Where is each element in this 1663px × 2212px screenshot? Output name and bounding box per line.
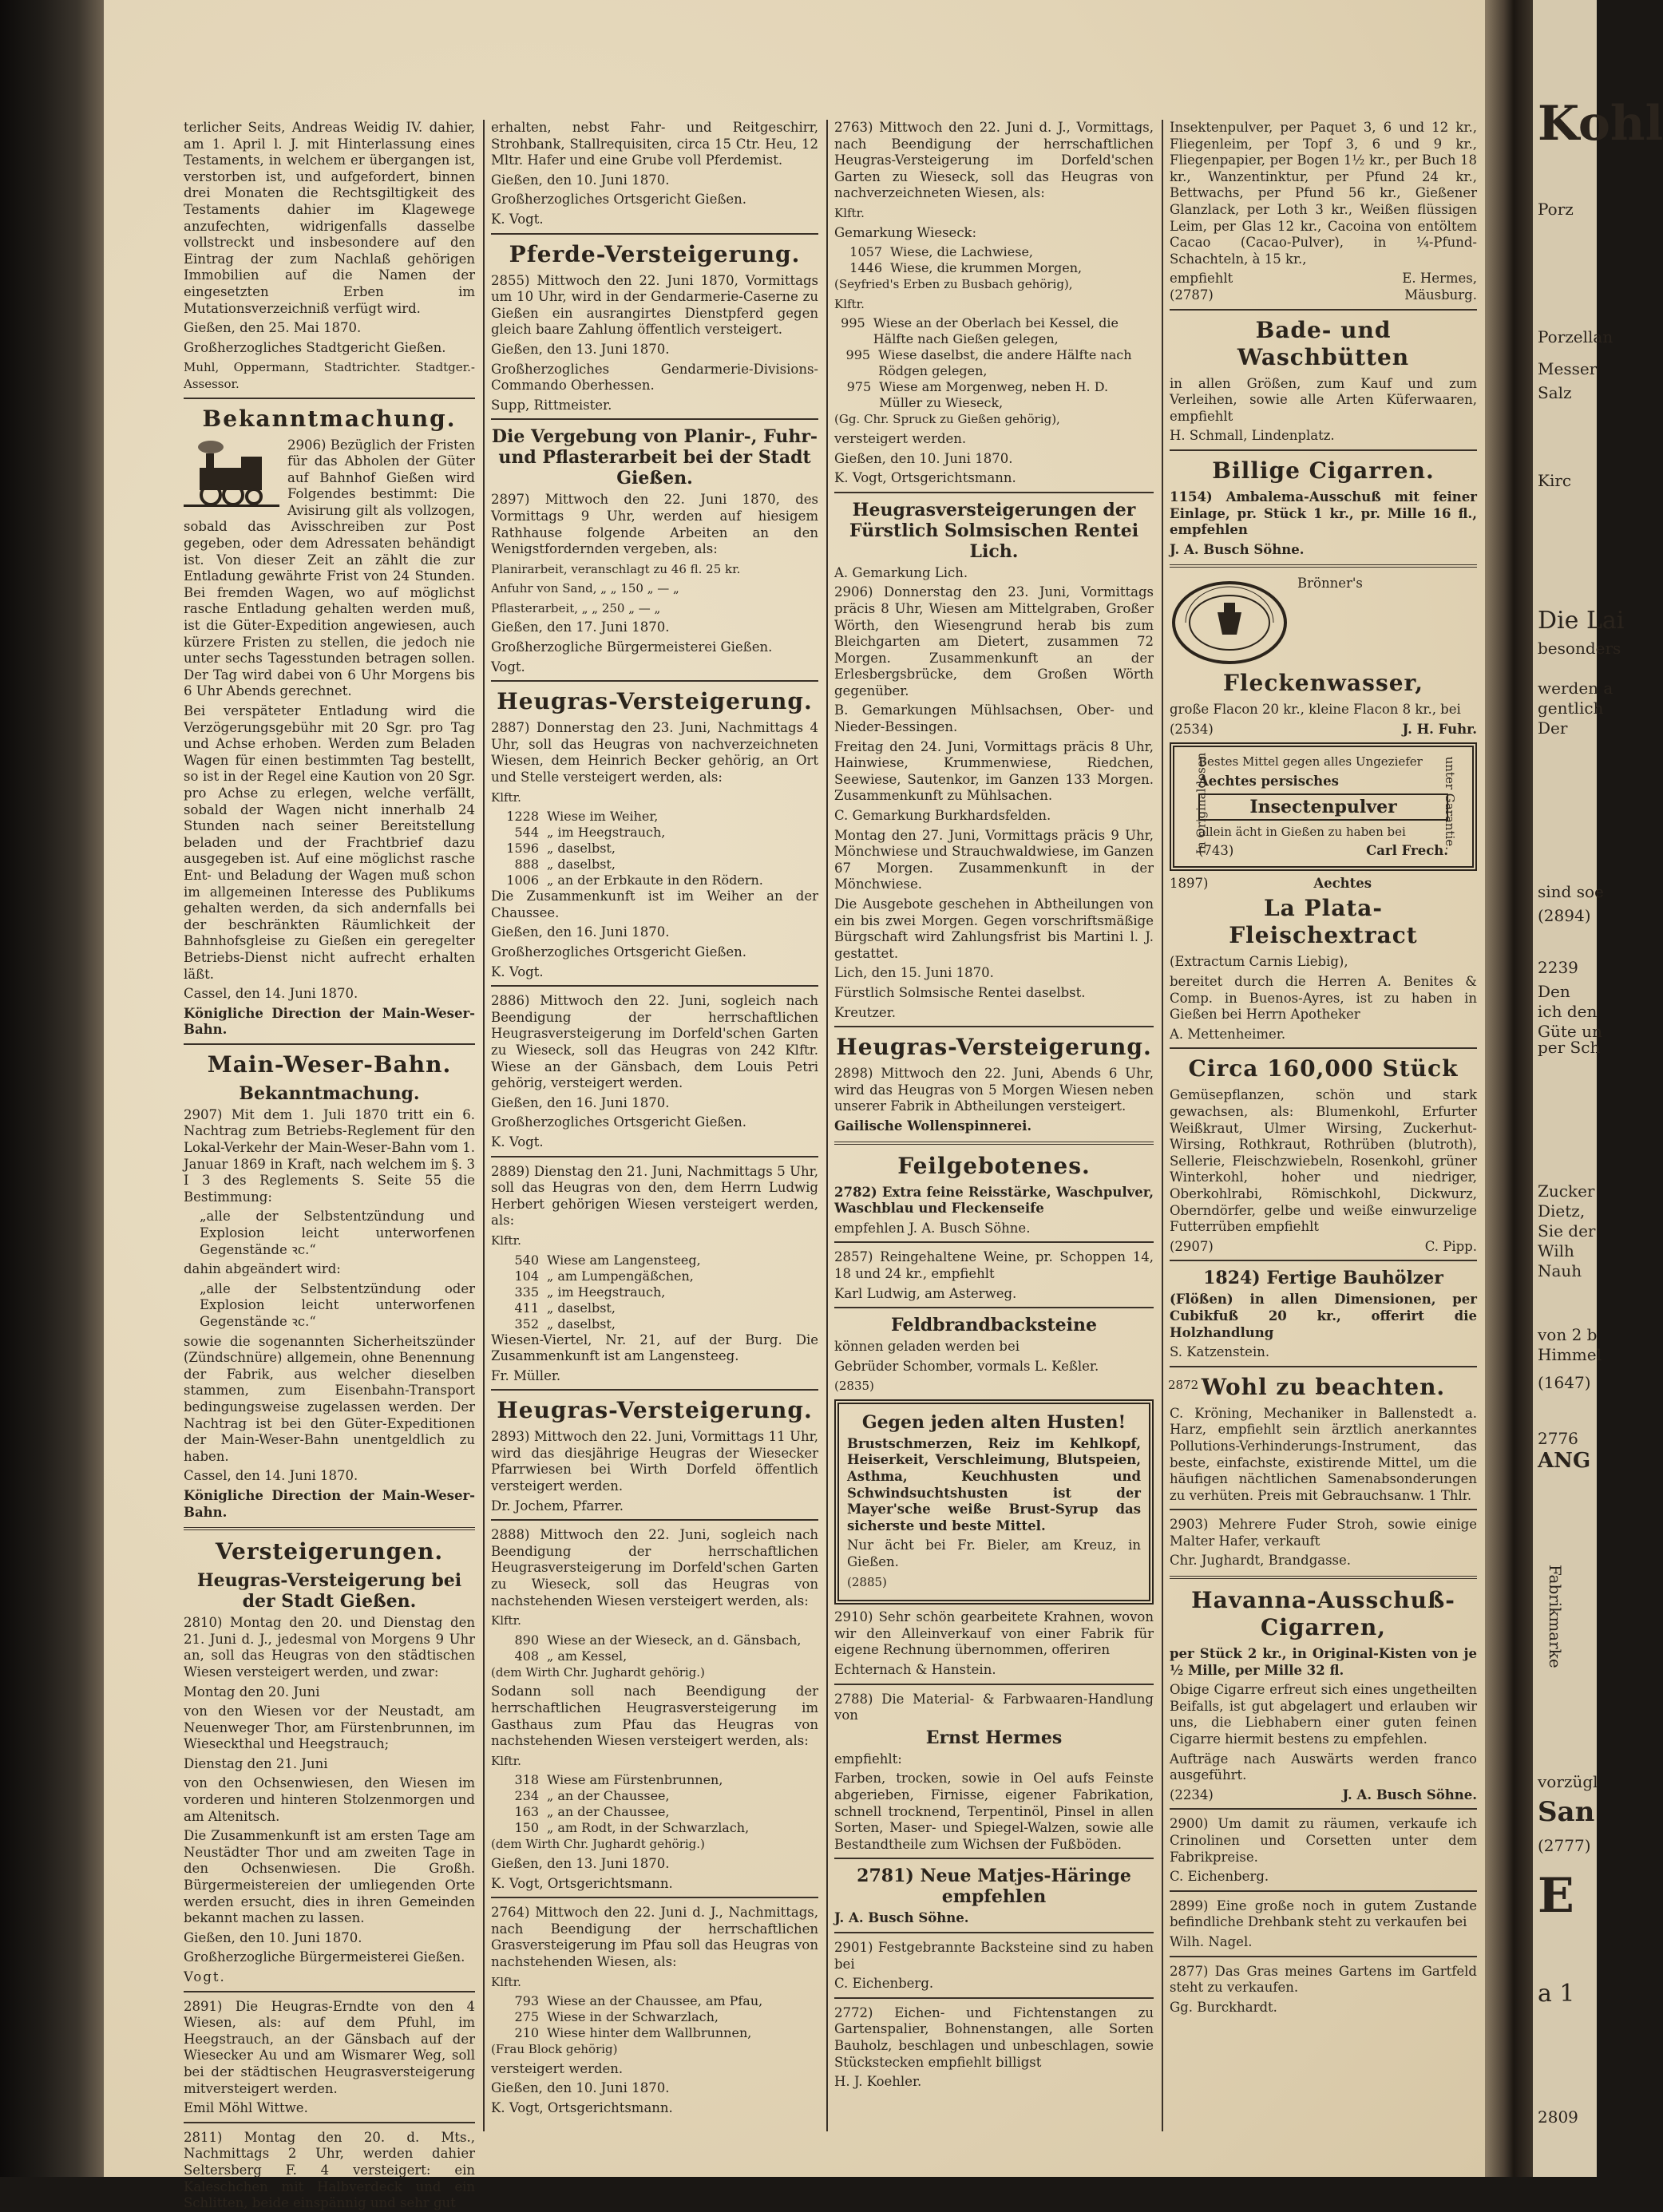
notice-testament: terlicher Seits, Andreas Weidig IV. dahier, am 1. April l. J. mit Hinterlassung eines Testaments, in welchem er übergangen ist, verstorben ist, und aufgefordert, binnen drei Monaten die Rechtsgiltigkeit des Testaments dahier im Klagewege anzufechten, widrigenfalls dasselbe vollstreckt und insbesondere auf den Eintrag der zum Nachlaß gehörigen Immobilien auf die Namen der eingesetzten Erben im Mutationsverzeichniß verfügt wird.	[184, 120, 475, 316]
ad-2787-signature-row	[1170, 271, 1477, 287]
ad-2901-signature: C. Eichenberg.	[834, 1976, 934, 1992]
list-item: 104 „ am Lumpengäßchen,	[514, 1268, 694, 1284]
notice-2888-text: 2888) Mittwoch den 22. Juni, sogleich nach Beendigung der herrschaftlichen Heugrasversteigerung im Dorfeld'schen Garten zu Wieseck, soll das Heugras von nachstehenden Wiesen versteigert werden, als:	[491, 1527, 818, 1609]
ad-2900-signature: C. Eichenberg.	[1170, 1869, 1269, 1885]
notice-2887-text: 2887) Donnerstag den 23. Juni, Nachmittags 4 Uhr, soll das Heugras von nachverzeichneten Wiesen, dem Heinrich Becker gehörig, an Ort und Stelle versteigert werden, als:	[491, 720, 818, 785]
notice-2810-date: Gießen, den 10. Juni 1870.	[184, 1929, 362, 1945]
notice-2906b-section-b-text: Freitag den 24. Juni, Vormittags präcis 8 Uhr, Hainwiese, Krummenwiese, Riedchen, Seewiese, Sautenkor, im Ganzen 133 Morgen. Zusammenkunft zu Mühlsachen.	[834, 738, 1154, 804]
notice-2906b-date: Lich, den 15. Juni 1870.	[834, 965, 994, 981]
ad-2872-number: 2872	[1168, 1377, 1199, 1392]
ad-2788-text: Farben, trocken, sowie in Oel aufs Feinste abgerieben, Firnisse, eigener Fabrikation, schnell trocknend, Terpentinöl, Pinsel in allen Sorten, Maser- und Spiegel-Walzen, sowie alle Bestandtheile zum Wichsen der Fußböden.	[834, 1771, 1154, 1852]
ad-743-signature: Carl Frech.	[1366, 843, 1448, 859]
notice-2810-text-2: Die Zusammenkunft ist am ersten Tage am Neustädter Thor und am zweiten Tage in den Ochsenwiesen. Die Großh. Bürgermeistereien der umliegenden Orte werden ersucht, dies in ihren Gemeinden bekannt machen zu lassen.	[184, 1828, 475, 1926]
edge-fragment: Kirc	[1538, 471, 1572, 490]
notice-2811-date: Gießen, den 10. Juni 1870.	[491, 172, 670, 188]
list-item: 352 „ daselbst,	[514, 1316, 616, 1332]
ad-2835-text: können geladen werden bei	[834, 1339, 1020, 1355]
list-item: 335 „ im Heegstrauch,	[514, 1284, 666, 1300]
ad-2534-text: große Flacon 20 kr., kleine Flacon 8 kr., bei	[1170, 702, 1461, 718]
notice-2763-date: Gießen, den 10. Juni 1870.	[834, 450, 1013, 466]
ad-2901-text: 2901) Festgebrannte Backsteine sind zu haben bei	[834, 1939, 1154, 1972]
heading-matjes-haeringe: 2781) Neue Matjes-Häringe empfehlen	[857, 1866, 1131, 1908]
list-item: 411 „ daselbst,	[514, 1300, 616, 1316]
notice-2906b-section-a: A. Gemarkung Lich.	[834, 564, 968, 580]
notice-2763-signature: K. Vogt, Ortsgerichtsmann.	[834, 470, 1016, 486]
notice-2906b-name: Kreutzer.	[834, 1004, 897, 1020]
ad-2907b-number: (2907)	[1170, 1238, 1214, 1254]
column-1	[184, 120, 475, 2211]
list-item: 275 Wiese in der Schwarzlach,	[514, 2009, 719, 2025]
heading-solmsische-rentei: Heugrasversteigerungen der Fürstlich Solmsischen Rentei Lich.	[849, 499, 1139, 562]
ad-1897-head-row	[1170, 876, 1477, 892]
ad-2782-text: 2782) Extra feine Reisstärke, Waschpulver, Waschblau und Fleckenseife	[834, 1184, 1154, 1217]
notice-2763-unit-2: Klftr.	[834, 296, 865, 311]
ad-2534-brand: Brönner's	[1297, 576, 1363, 592]
edge-fragment: gentlich	[1538, 698, 1604, 718]
edge-fragment: Zucker	[1538, 1181, 1595, 1201]
notice-2893-signature: Dr. Jochem, Pfarrer.	[491, 1498, 624, 1514]
notice-2810-name: Vogt.	[184, 1969, 226, 1984]
edge-fragment: Sie der	[1538, 1221, 1596, 1241]
notice-2763-unit: Klftr.	[834, 205, 865, 220]
notice-2906b-section-a-text: 2906) Donnerstag den 23. Juni, Vormittags präcis 8 Uhr, Wiesen am Mittelgraben, Großer Wörth, den Wiesengrund herab bis zum Bleichgarten am Dietert, zusammen 72 Morgen. Zusammenkunft an der Erlesbergsbrücke, dem Großen Wörth gegenüber.	[834, 584, 1154, 698]
notice-authority: Großherzogliches Stadtgericht Gießen.	[184, 339, 446, 355]
ad-2234-signature-row	[1170, 1787, 1477, 1804]
edge-fragment: ANG	[1538, 1449, 1591, 1473]
list-item: 408 „ am Kessel,	[514, 1648, 628, 1664]
notice-2855-authority: Großherzogliches Gendarmerie-Divisions-Commando Oberhessen.	[491, 361, 818, 394]
ad-2885-text: Brustschmerzen, Reiz im Kehlkopf, Heiserkeit, Verschleimung, Blutspeien, Asthma, Keuchhusten und Schwindsuchtshusten ist der Mayer'sche weiße Brust-Syrup das sicherste und beste Mittel.	[847, 1435, 1141, 1533]
edge-fragment: vorzügl	[1538, 1772, 1598, 1791]
column-rule	[483, 120, 485, 2131]
notice-2897-name: Vogt.	[491, 659, 525, 675]
list-item: 210 Wiese hinter dem Wallbrunnen,	[514, 2025, 752, 2041]
edge-fragment: Kohl	[1538, 96, 1663, 152]
notice-2888-signature: K. Vogt, Ortsgerichtsmann.	[491, 1875, 673, 1891]
notice-2888-unit: Klftr.	[491, 1613, 521, 1628]
notice-2889-unit: Klftr.	[491, 1233, 521, 1248]
ad-2857-text: 2857) Reingehaltene Weine, pr. Schoppen 14, 18 und 24 kr., empfiehlt	[834, 1249, 1154, 1281]
ad-2787-number-row	[1170, 287, 1477, 304]
notice-2811-name: K. Vogt.	[491, 211, 544, 227]
ad-bade-signature: H. Schmall, Lindenplatz.	[1170, 428, 1335, 444]
column-3	[834, 120, 1154, 2147]
notice-2889-text: 2889) Dienstag den 21. Juni, Nachmittags 5 Uhr, soll das Heugras von den, dem Herrn Ludwig Herbert gehörigen Wiesen versteigert werden, als:	[491, 1163, 818, 1229]
ad-2787-text: Insektenpulver, per Paquet 3, 6 und 12 kr., Fliegenleim, per Topf 3, 6 und 9 kr., Fliegenpapier, per Bogen 1½ kr., per Buch 18 kr., Wanzentinktur, per Pfund 24 kr., Bettwachs, per Pfund 56 kr., Gießener Glanzlack, per Loth 3 kr., Weißen flüssigen Leim, per Glas 12 kr., Cacoina von entöltem Cacao (Cacao-Pulver), in ¼-Pfund-Schachteln, à 15 kr.,	[1170, 120, 1477, 267]
ad-2234-number: (2234)	[1170, 1787, 1214, 1802]
notice-2810-monday: Montag den 20. Juni	[184, 1684, 320, 1700]
edge-fragment: werden a	[1538, 679, 1614, 698]
ad-743-top: Bestes Mittel gegen alles Ungeziefer	[1198, 754, 1423, 770]
heading-versteigerungen: Versteigerungen.	[215, 1538, 444, 1565]
edge-fragment: a 1	[1538, 1980, 1575, 2008]
list-item: 544 „ im Heegstrauch,	[514, 825, 666, 841]
heading-insectenpulver: Insectenpulver	[1198, 793, 1448, 821]
ad-2885-box	[834, 1399, 1154, 1605]
notice-2906b-text: Die Ausgebote geschehen in Abtheilungen von ein bis zwei Morgen. Gegen vorschriftsmäßige Bürgschaft wird Zahlungsfrist bis Martini l. J. gestattet.	[834, 896, 1154, 961]
heading-pferde-versteigerung: Pferde-Versteigerung.	[509, 240, 801, 267]
ad-2907b-text: Gemüsepflanzen, schön und stark gewachsen, als: Blumenkohl, Erfurter Weißkraut, Ulmer Wirsing, Zuckerhut-Wirsing, Rothkraut, Rothrüben (blutroth), Sellerie, Fleischzwiebeln, Rosenkohl, grüner Winterkohl, hoher und niedriger, Oberkohlrabi, Römischkohl, Dickwurz, Oberndörfer, gelbe und weiße einwurzelige Futterrüben empfiehlt	[1170, 1087, 1477, 1235]
notice-2906-text: 2906) Bezüglich der Fristen für das Abholen der Güter auf Bahnhof Gießen wird Folgendes bestimmt: Die Avisirung gilt als vollzogen, sobald das Avisschreiben zur Post gegeben, oder dem Adressaten behändigt ist. Von dieser Zeit an zählt die zur Entladung gewährte Frist von 24 Stunden. Bei fremden Wagen, wo auf möglichst rasche Entladung gehalten werden muß, ist die Güter-Expedition angewiesen, auch kürzere Fristen zu stellen, die jedoch nie unter sechs Tagesstunden betragen sollen. Der Tag wird dabei von 6 Uhr Morgens bis 6 Uhr Abends gerechnet.	[184, 437, 475, 699]
list-item: 234 „ an der Chaussee,	[514, 1788, 670, 1804]
edge-fragment: Himmel	[1538, 1345, 1602, 1364]
ad-2788-name: Ernst Hermes	[925, 1727, 1063, 1748]
ad-2234-text-3: Aufträge nach Auswärts werden franco ausgeführt.	[1170, 1751, 1477, 1783]
ad-743-number: (743)	[1198, 843, 1234, 859]
book-gutter	[1485, 0, 1533, 2177]
ad-2903-text: 2903) Mehrere Fuder Stroh, sowie einige Malter Hafer, verkauft	[1170, 1517, 1477, 1549]
ad-1897-pre: Aechtes	[1313, 875, 1372, 891]
notice-2888-owner-2: (dem Wirth Chr. Jughardt gehörig.)	[491, 1837, 705, 1852]
edge-fragment: Der	[1538, 718, 1568, 738]
notice-2906-text-2: Bei verspäteter Entladung wird die Verzögerungsgebühr mit 20 Sgr. pro Tag und Achse erhoben. Werden zum Beladen Wagen für einen bestimmten Tag bestellt, so ist in der Regel eine Kaution von 20 Sgr. pro Achse zu erlegen, welche verfällt, sobald der Wagen nicht innerhalb 24 Stunden nach seiner Bereitstellung beladen und der Frachtbrief dazu ausgegeben ist. Auf eine möglichst rasche Ent- und Beladung der Wagen muß schon im allgemeinen Interesse des Publikums gehalten werden, da sich andernfalls bei der beschränkten Räumlichkeit der Bahnhofsgleise zu Gießen ein geregelter Betriebs-Dienst nicht aufrecht erhalten läßt.	[184, 703, 475, 982]
list-item: 1446 Wiese, die krummen Morgen,	[849, 260, 1083, 276]
ad-2234-text-2: Obige Cigarre erfreut sich eines ungetheilten Beifalls, ist gut abgelagert und erlauben wir uns, die Liebhabern einer guten feinen Cigarre hiermit bestens zu empfehlen.	[1170, 1682, 1477, 1747]
column-4	[1170, 120, 1477, 2147]
ad-2772-signature: H. J. Koehler.	[834, 2074, 922, 2090]
ad-743-signature-row	[1198, 843, 1448, 860]
edge-fragment: von 2 b	[1538, 1325, 1598, 1344]
list-item: 1596 „ daselbst,	[506, 841, 616, 857]
ad-2534-signature-row	[1170, 722, 1477, 738]
edge-fragment: Den	[1538, 982, 1570, 1001]
ad-2872-block	[1170, 1374, 1477, 1505]
edge-fragment: Güte un	[1538, 1022, 1602, 1041]
notice-2810-tuesday: Dienstag den 21. Juni	[184, 1755, 328, 1771]
notice-2897-text: 2897) Mittwoch den 22. Juni 1870, des Vormittags 9 Uhr, werden auf hiesigem Rathhause folgende Arbeiten an den Wenigstfordernden vergeben, als:	[491, 492, 818, 557]
notice-2898-signature: Gailische Wollenspinnerei.	[834, 1118, 1032, 1134]
ad-2234-signature: J. A. Busch Söhne.	[1342, 1787, 1477, 1802]
list-item: 163 „ an der Chaussee,	[514, 1804, 670, 1820]
notice-2888-date: Gießen, den 13. Juni 1870.	[491, 1855, 670, 1871]
heading-fleckenwasser: Fleckenwasser,	[1222, 670, 1423, 697]
ad-2877-signature: Gg. Burckhardt.	[1170, 1999, 1277, 2015]
list-item: 150 „ am Rodt, in der Schwarzlach,	[514, 1820, 750, 1836]
notice-2906-signature: Königliche Direction der Main-Weser-Bahn.	[184, 1005, 475, 1038]
ad-2857-signature: Karl Ludwig, am Asterweg.	[834, 1285, 1017, 1301]
ad-2787-empfiehlt: empfiehlt	[1170, 271, 1233, 287]
heading-heugras-versteigerung-2: Heugras-Versteigerung.	[497, 1397, 813, 1424]
edge-fragment: Salz	[1538, 383, 1572, 402]
ad-2787-number: (2787)	[1170, 287, 1214, 303]
notice-2886-name: K. Vogt.	[491, 1134, 544, 1150]
notice-2811-continued: erhalten, nebst Fahr- und Reitgeschirr, Strohbank, Stallrequisiten, circa 15 Ctr. Heu, 12 Mltr. Hafer und eine Grube voll Pferdemist.	[491, 120, 818, 168]
edge-fragment: ich den	[1538, 1002, 1598, 1021]
notice-2906b-authority: Fürstlich Solmsische Rentei daselbst.	[834, 984, 1086, 1000]
ad-2782-signature: empfehlen J. A. Busch Söhne.	[834, 1220, 1031, 1236]
ad-bade-text: in allen Größen, zum Kauf und zum Verleihen, sowie alle Arten Küferwaaren, empfiehlt	[1170, 375, 1477, 424]
notice-2906b-section-b: B. Gemarkungen Mühlsachsen, Ober- und Nieder-Bessingen.	[834, 702, 1154, 735]
notice-2763-owner-2: (Gg. Chr. Spruck zu Gießen gehörig),	[834, 412, 1060, 427]
column-2	[491, 120, 818, 2147]
ad-2234-text: per Stück 2 kr., in Original-Kisten von je ½ Mille, per Mille 32 fl.	[1170, 1646, 1477, 1678]
notice-2907-quote-2: „alle der Selbstentzündung oder Explosion leicht unterworfenen Gegenstände ꝛc.“	[200, 1280, 475, 1329]
ad-2787-place: Mäusburg.	[1404, 287, 1477, 303]
edge-fragment: besonders	[1538, 639, 1621, 658]
notice-2907-signature: Königliche Direction der Main-Weser-Bahn.	[184, 1487, 475, 1520]
notice-2898-text: 2898) Mittwoch den 22. Juni, Abends 6 Uhr, wird das Heugras von 5 Morgen Wiesen neben unserer Fabrik in Abtheilungen versteigert.	[834, 1066, 1154, 1114]
list-item: 890 Wiese an der Wieseck, an d. Gänsbach,	[514, 1632, 802, 1648]
notice-2887-name: K. Vogt.	[491, 964, 544, 979]
heading-gegen-husten: Gegen jeden alten Husten!	[861, 1411, 1126, 1433]
ad-1154-text: 1154) Ambalema-Ausschuß mit feiner Einlage, pr. Stück 1 kr., pr. Mille 16 fl., empfehlen	[1170, 489, 1477, 538]
edge-fragment: 2776	[1538, 1429, 1578, 1448]
notice-2891-signature: Emil Möhl Wittwe.	[184, 2100, 308, 2116]
ad-2877-text: 2877) Das Gras meines Gartens im Gartfeld steht zu verkaufen.	[1170, 1963, 1477, 1996]
ad-743-box	[1170, 742, 1477, 870]
notice-2764-text: 2764) Mittwoch den 22. Juni d. J., Nachmittags, nach Beendigung der herrschaftlichen Grasversteigerung im Pfau soll das Heugras von nachstehenden Wiesen, als:	[491, 1905, 818, 1969]
ad-2781-signature: J. A. Busch Söhne.	[834, 1910, 969, 1926]
notice-2897-row: Anfuhr von Sand, „ „ 150 „ — „	[491, 581, 679, 596]
ad-1897-number: 1897)	[1170, 875, 1209, 891]
heading-heugras-stadt-giessen: Heugras-Versteigerung bei der Stadt Gießen.	[196, 1570, 462, 1613]
list-item: 995 Wiese daselbst, die andere Hälfte nach Rödgen gelegen,	[845, 347, 1132, 379]
notice-2906b-section-c-text: Montag den 27. Juni, Vormittags präcis 9 Uhr, Mönchwiese und Strauchwaldwiese, im Ganzen 67 Morgen. Zusammenkunft in der Mönchwiese.	[834, 827, 1154, 892]
heading-billige-cigarren: Billige Cigarren.	[1212, 457, 1435, 484]
edge-fragment: Die Lai	[1538, 607, 1625, 635]
notice-2764-signature: K. Vogt, Ortsgerichtsmann.	[491, 2099, 673, 2115]
edge-fragment: (1647)	[1538, 1373, 1591, 1392]
notice-2907-quote-1: „alle der Selbstentzündung und Explosion leicht unterworfenen Gegenstände ꝛc.“	[200, 1209, 475, 1257]
ad-743-text: allein ächt in Gießen zu haben bei	[1198, 824, 1406, 839]
edge-fragment: (2777)	[1538, 1836, 1591, 1855]
newspaper-page	[104, 0, 1485, 2211]
edge-fragment: Wilh	[1538, 1241, 1574, 1260]
edge-fragment: Nauh	[1538, 1261, 1582, 1280]
heading-feldbrandbacksteine: Feldbrandbacksteine	[891, 1315, 1097, 1336]
ad-2900-text: 2900) Um damit zu räumen, verkaufe ich Crinolinen und Corsetten unter dem Fabrikpreise.	[1170, 1816, 1477, 1865]
ad-2903-signature: Chr. Jughardt, Brandgasse.	[1170, 1553, 1352, 1569]
list-item: 975 Wiese am Morgenweg, neben H. D. Müller zu Wieseck,	[846, 379, 1109, 411]
notice-2906-date: Cassel, den 14. Juni 1870.	[184, 986, 358, 1002]
ad-1897-sub: (Extractum Carnis Liebig),	[1170, 954, 1348, 970]
notice-date: Gießen, den 25. Mai 1870.	[184, 320, 362, 336]
notice-2897-date: Gießen, den 17. Juni 1870.	[491, 619, 670, 635]
notice-2891-text: 2891) Die Heugras-Erndte von den 4 Wiesen, als: auf dem Pfuhl, im Heegstrauch, an der Gänsbach auf der Wiesecker Au und am Wismarer Weg, soll bei der städtischen Heugrasversteigerung mitversteigert werden.	[184, 1998, 475, 2096]
scan-margin-left	[0, 0, 104, 2177]
notice-2763-owner: (Seyfried's Erben zu Busbach gehörig),	[834, 277, 1073, 292]
heading-la-plata: La Plata-Fleischextract	[1229, 895, 1418, 949]
column-rule	[1162, 120, 1163, 2131]
heading-circa-160000: Circa 160,000 Stück	[1188, 1055, 1459, 1082]
edge-fragment: Messer	[1538, 359, 1598, 378]
notice-2764-owner: (Frau Block gehörig)	[491, 2042, 618, 2057]
notice-2888-owner: (dem Wirth Chr. Jughardt gehörig.)	[491, 1664, 705, 1680]
notice-2888-text-2: Sodann soll nach Beendigung der herrschaftlichen Heugrasversteigerung im Gasthaus zum Pfau das Heugras von nachstehenden Wiesen versteigert werden, als:	[491, 1684, 818, 1749]
edge-fragment: (2894)	[1538, 906, 1591, 925]
notice-2889-list	[491, 1252, 818, 1332]
notice-2810-monday-text: von den Wiesen vor der Neustadt, am Neuenweger Thor, am Fürstenbrunnen, im Wieseckthal und Heegstrauch;	[184, 1704, 475, 1752]
ad-2872-text: C. Kröning, Mechaniker in Ballenstedt a. Harz, empfiehlt sein ärztlich anerkanntes Pollutions-Verhinderungs-Instrument, das beste, einfachste, existirende Mittel, um die häufigen nächtlichen Samenabsonderungen zu verhüten. Preis mit Gebrauchsanw. 1 Thlr.	[1170, 1405, 1477, 1503]
edge-fragment: Porzellan	[1538, 327, 1614, 346]
heading-bade-waschbuetten: Bade- und Waschbütten	[1237, 316, 1410, 370]
ad-2899-text: 2899) Eine große noch in gutem Zustande befindliche Drehbank steht zu verkaufen bei	[1170, 1897, 1477, 1930]
notice-2886-text: 2886) Mittwoch den 22. Juni, sogleich nach Beendigung der herrschaftlichen Heugrasversteigerung im Dorfeld'schen Garten zu Wieseck, soll das Heugras von 242 Klftr. Wiese an der Gänsbach, dem Louis Petri gehörig, versteigert werden.	[491, 993, 818, 1091]
heading-planirarbeit: Die Vergebung von Planir-, Fuhr- und Pflasterarbeit bei der Stadt Gießen.	[491, 426, 818, 489]
notice-2897-authority: Großherzogliche Bürgermeisterei Gießen.	[491, 639, 773, 655]
ad-2907b-signature: C. Pipp.	[1424, 1238, 1477, 1254]
heading-havanna-cigarren: Havanna-Ausschuß-Cigarren,	[1191, 1587, 1455, 1641]
notice-2888-unit-2: Klftr.	[491, 1753, 521, 1768]
notice-2764-text-2: versteigert werden.	[491, 2060, 624, 2076]
ad-743-sub: Aechtes persisches	[1198, 774, 1339, 789]
heading-heugras-versteigerung: Heugras-Versteigerung.	[497, 688, 813, 715]
edge-fragment: 2809	[1538, 2107, 1578, 2127]
list-item: 318 Wiese am Fürstenbrunnen,	[514, 1772, 723, 1788]
notice-signatories: Muhl, Oppermann, Stadtrichter. Stadtger.-Assessor.	[184, 360, 475, 391]
notice-2897-row: Pflasterarbeit, „ „ 250 „ — „	[491, 600, 661, 615]
ad-2907b-signature-row	[1170, 1239, 1477, 1256]
list-item: 1228 Wiese im Weiher,	[506, 809, 659, 825]
ad-2899-signature: Wilh. Nagel.	[1170, 1933, 1253, 1949]
edge-fragment: 2239	[1538, 958, 1578, 977]
ad-1897-text: bereitet durch die Herren A. Benites & Comp. in Buenos-Ayres, ist zu haben in Gießen bei Herrn Apotheker	[1170, 974, 1477, 1023]
list-item: 995 Wiese an der Oberlach bei Kessel, die Hälfte nach Gießen gelegen,	[841, 315, 1119, 347]
locomotive-icon	[184, 439, 279, 509]
heading-wohl-zu-beachten: Wohl zu beachten.	[1201, 1373, 1446, 1400]
notice-2855-name: Supp, Rittmeister.	[491, 397, 612, 413]
subheading-bekanntmachung: Bekanntmachung.	[239, 1082, 420, 1104]
ad-2885-number: (2885)	[847, 1574, 887, 1589]
notice-2886-date: Gießen, den 16. Juni 1870.	[491, 1094, 670, 1110]
notice-2810-tuesday-text: von den Ochsenwiesen, den Wiesen im vorderen und hinteren Stolzenmorgen und am Altenitsch.	[184, 1775, 475, 1824]
heading-bekanntmachung: Bekanntmachung.	[202, 405, 457, 432]
notice-2810-signature: Großherzogliche Bürgermeisterei Gießen.	[184, 1949, 465, 1965]
notice-2763-gemarkung: Gemarkung Wieseck:	[834, 224, 977, 240]
heading-main-weser-bahn: Main-Weser-Bahn.	[207, 1051, 452, 1078]
ad-2534-block	[1170, 576, 1477, 738]
notice-2906b-section-c: C. Gemarkung Burkhardsfelden.	[834, 808, 1051, 824]
ad-1897-signature: A. Mettenheimer.	[1170, 1026, 1286, 1042]
heading-feilgebotenes: Feilgebotenes.	[897, 1152, 1091, 1179]
notice-2887-text-2: Die Zusammenkunft ist im Weiher an der Chaussee.	[491, 888, 818, 920]
ad-1824-signature: S. Katzenstein.	[1170, 1344, 1270, 1360]
list-item: 888 „ daselbst,	[514, 857, 616, 873]
notice-2887-date: Gießen, den 16. Juni 1870.	[491, 924, 670, 940]
list-item: 540 Wiese am Langensteeg,	[514, 1252, 701, 1268]
ad-2835-signature: Gebrüder Schomber, vormals L. Keßler.	[834, 1358, 1099, 1374]
notice-2907-text: 2907) Mit dem 1. Juli 1870 tritt ein 6. Nachtrag zum Betriebs-Reglement für den Lokal-Verkehr der Main-Weser-Bahn vom 1. Januar 1869 in Kraft, nach welchem im §. 3 I 3 des Reglements S. Seite 55 die Bestimmung:	[184, 1106, 475, 1205]
edge-fragment: Dietz,	[1538, 1201, 1586, 1221]
notice-2763-text: 2763) Mittwoch den 22. Juni d. J., Vormittags, nach Beendigung der herrschaftlichen Heugras-Versteigerung im Dorfeld'schen Garten zu Wieseck, soll das Heugras von nachverzeichneten Wiesen, als:	[834, 120, 1154, 201]
notice-2889-signature: Fr. Müller.	[491, 1367, 561, 1383]
notice-2887-authority: Großherzogliches Ortsgericht Gießen.	[491, 944, 747, 960]
notice-2889-text-2: Wiesen-Viertel, Nr. 21, auf der Burg. Die Zusammenkunft ist am Langensteeg.	[491, 1332, 818, 1364]
ad-2534-number: (2534)	[1170, 721, 1214, 737]
notice-2907-date: Cassel, den 14. Juni 1870.	[184, 1468, 358, 1484]
edge-fragment: per Sch	[1538, 1038, 1601, 1057]
list-item: 1006 „ an der Erbkaute in den Rödern.	[506, 873, 763, 888]
next-page-edge	[1533, 0, 1663, 2177]
notice-2810-text: 2810) Montag den 20. und Dienstag den 21. Juni d. J., jedesmal von Morgens 9 Uhr an, soll das Heugras von den städtischen Wiesen versteigert werden, und zwar:	[184, 1615, 475, 1680]
ad-743-side-left: In Originaldosen	[1194, 753, 1209, 855]
heading-bauhoelzer: 1824) Fertige Bauhölzer	[1203, 1268, 1443, 1289]
ad-2534-signature: J. H. Fuhr.	[1402, 721, 1477, 737]
edge-fragment: sind soe	[1538, 882, 1604, 901]
edge-fragment: E	[1538, 1868, 1574, 1924]
notice-2811-authority: Großherzogliches Ortsgericht Gießen.	[491, 192, 747, 208]
notice-2887-list	[491, 809, 818, 888]
notice-2764-unit: Klftr.	[491, 1974, 521, 1989]
notice-2887-unit: Klftr.	[491, 789, 521, 805]
notice-2764-date: Gießen, den 10. Juni 1870.	[491, 2080, 670, 2096]
ad-2787-signature: E. Hermes,	[1402, 271, 1477, 287]
notice-2763-text-2: versteigert werden.	[834, 430, 967, 446]
edge-fragment: Porz	[1538, 200, 1574, 219]
notice-2855-date: Gießen, den 13. Juni 1870.	[491, 341, 670, 357]
notice-2855-text: 2855) Mittwoch den 22. Juni 1870, Vormittags um 10 Uhr, wird in der Gendarmerie-Caserne zu Gießen ein ausrangirtes Dienstpferd gegen gleich baare Zahlung öffentlich versteigert.	[491, 272, 818, 338]
ad-2910-signature: Echternach & Hanstein.	[834, 1662, 996, 1677]
notice-2811-text: 2811) Montag den 20. d. Mts., Nachmittags 2 Uhr, werden dahier Seltersberg F. 4 versteigert: ein Kaleschchen mit Halbverdeck und ein Schlitten, beide einspännig und sehr gut	[184, 2129, 475, 2211]
edge-fragment: San	[1538, 1796, 1595, 1828]
ad-2885-signature: Nur ächt bei Fr. Bieler, am Kreuz, in Gießen.	[847, 1537, 1141, 1570]
list-item: 793 Wiese an der Chaussee, am Pfau,	[514, 1993, 763, 2009]
notice-2897-row: Planirarbeit, veranschlagt zu 46 fl. 25 kr.	[491, 561, 741, 576]
column-rule	[826, 120, 828, 2131]
ad-2788-sub: empfiehlt:	[834, 1751, 902, 1767]
ad-2788-head: 2788) Die Material- & Farbwaaren-Handlung von	[834, 1691, 1154, 1723]
ad-2835-number: (2835)	[834, 1379, 874, 1394]
notice-2907-mid: dahin abgeändert wird:	[184, 1261, 341, 1277]
fabric-seal-icon	[1170, 579, 1289, 667]
ad-743-side-right: unter Garantie.	[1442, 757, 1457, 851]
list-item: 1057 Wiese, die Lachwiese,	[849, 244, 1033, 260]
edge-fragment: Fabrikmarke	[1546, 1565, 1565, 1668]
heading-heugras-versteigerung-3: Heugras-Versteigerung.	[836, 1034, 1152, 1061]
ad-1154-signature: J. A. Busch Söhne.	[1170, 541, 1305, 557]
notice-2886-authority: Großherzogliches Ortsgericht Gießen.	[491, 1114, 747, 1130]
ad-2772-text: 2772) Eichen- und Fichtenstangen zu Gartenspalier, Bohnenstangen, alle Sorten Bauholz, beschlagen und unbeschlagen, sowie Stückstecken empfiehlt billigst	[834, 2004, 1154, 2070]
ad-2910-text: 2910) Sehr schön gearbeitete Krahnen, wovon wir den Alleinverkauf von einer Fabrik für eigene Rechnung übernommen, offeriren	[834, 1609, 1154, 1658]
notice-2893-text: 2893) Mittwoch den 22. Juni, Vormittags 11 Uhr, wird das diesjährige Heugras der Wiesecker Pfarrwiesen bei Wirth Dorfeld öffentlich versteigert werden.	[491, 1429, 818, 1494]
ad-1824-text: (Flößen) in allen Dimensionen, per Cubikfuß 20 kr., offerirt die Holzhandlung	[1170, 1292, 1477, 1340]
notice-2907-text-2: sowie die sogenannten Sicherheitszünder (Zündschnüre) allgemein, ohne Benennung der Fabrik, aus welcher dieselben stammen, zum Eisenbahn-Transport bedingungsweise zugelassen werden. Der Nachtrag ist bei den Güter-Expeditionen der Main-Weser-Bahn unentgeldlich zu haben.	[184, 1333, 475, 1464]
